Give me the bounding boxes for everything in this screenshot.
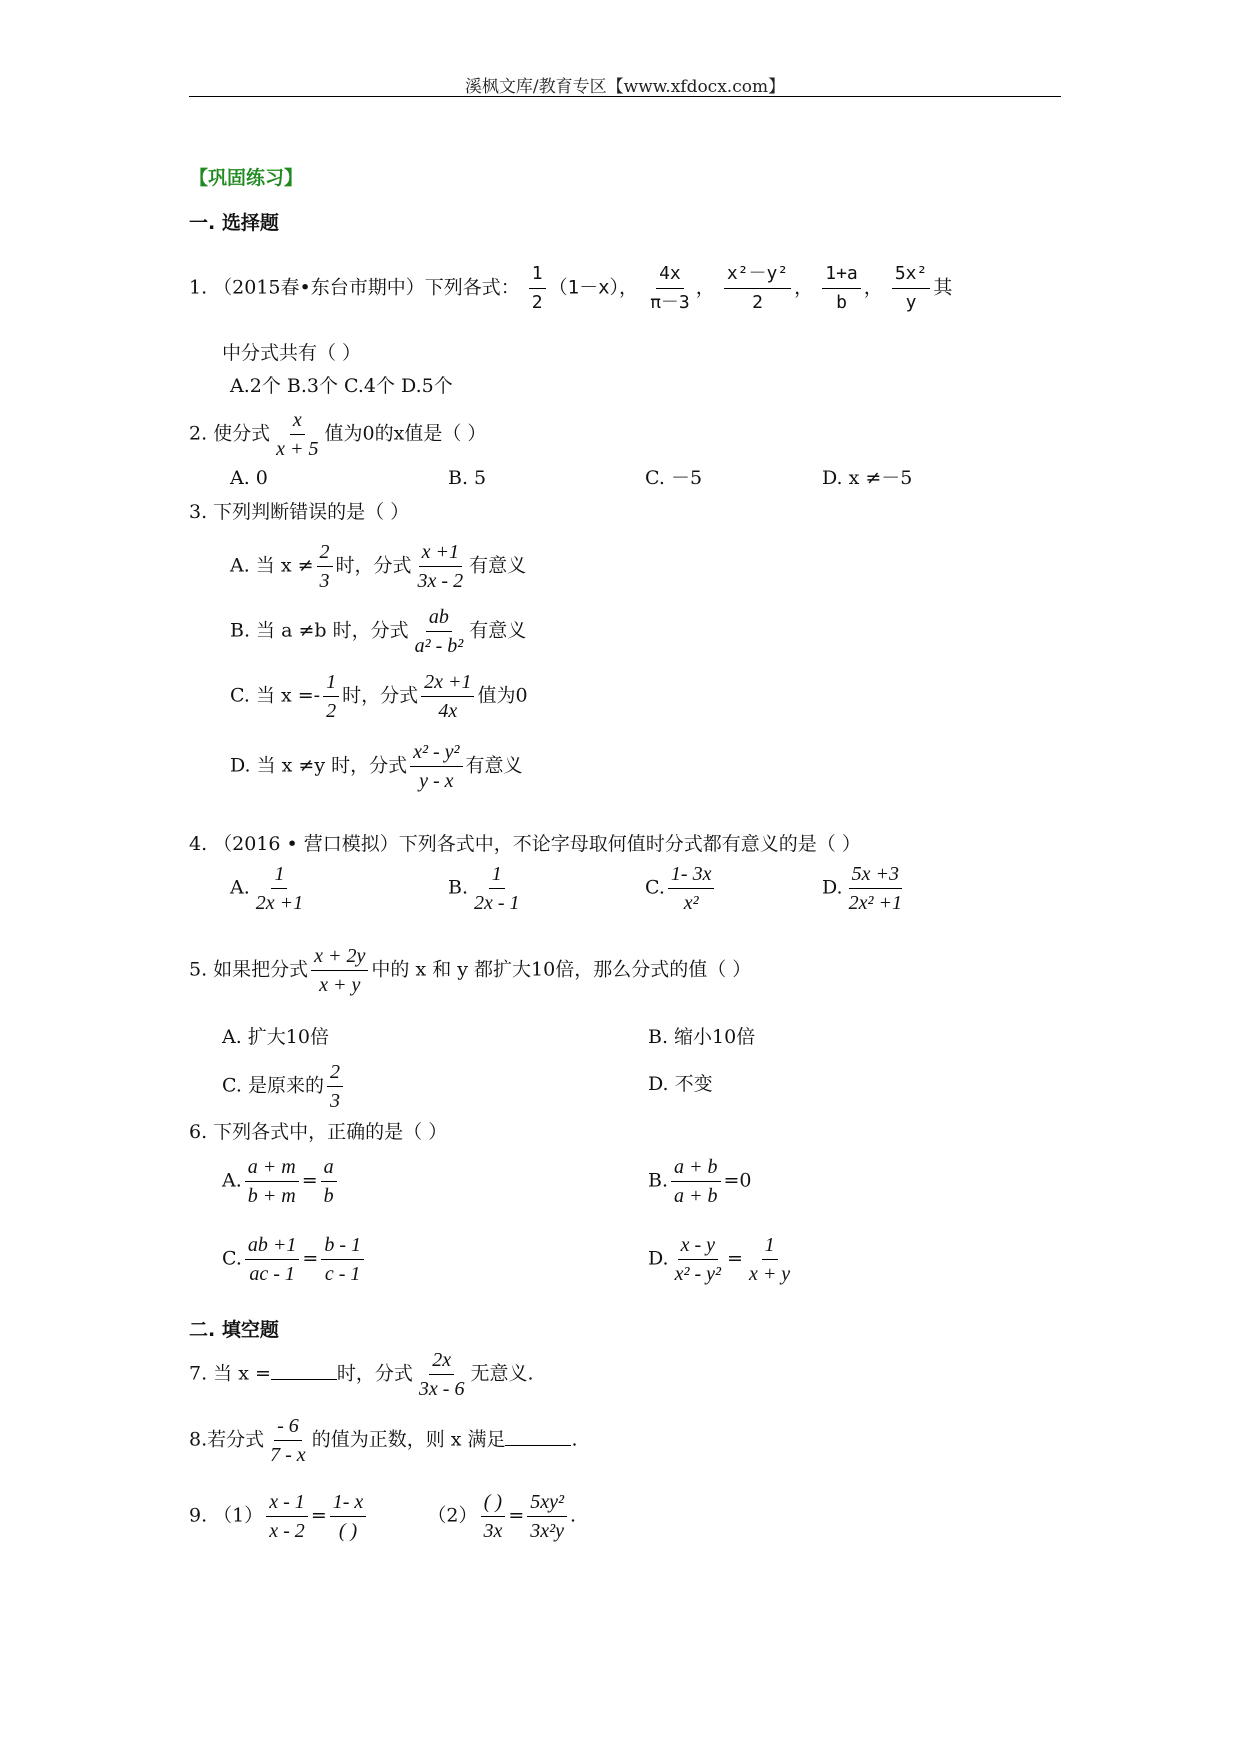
q9-frac-3 xyxy=(480,1490,505,1543)
q2-lead: 2. 使分式 xyxy=(189,422,271,445)
q4-option-c xyxy=(645,862,717,915)
q1-tail: 其 xyxy=(933,276,953,299)
q7-fraction xyxy=(416,1348,468,1401)
q5c-pre: C. 是原来的 xyxy=(222,1074,324,1097)
q6d-n1: x - y xyxy=(678,1233,718,1260)
q5-option-d: D. 不变 xyxy=(648,1073,713,1095)
q1-fraction-4 xyxy=(822,262,861,315)
q1-fraction-2 xyxy=(647,262,693,315)
q6a-equals: = xyxy=(301,1169,318,1192)
q1-f2-num: 4x xyxy=(656,262,684,289)
q7-num: 2x xyxy=(429,1348,454,1375)
q6a-n2: a xyxy=(321,1155,337,1182)
q8-lead: 8.若分式 xyxy=(189,1428,265,1451)
q5-tail: 中的 x 和 y 都扩大10倍，那么分式的值（ ） xyxy=(371,958,752,981)
q3c-d1: 2 xyxy=(326,700,337,722)
q3-option-d xyxy=(230,740,523,793)
q5-option-b: B. 缩小10倍 xyxy=(648,1026,756,1048)
q8-tail: 的值为正数，则 x 满足 xyxy=(311,1428,506,1451)
q6-option-d xyxy=(648,1233,796,1286)
q4d-label: D. xyxy=(822,876,843,899)
q6c-n2: b - 1 xyxy=(321,1233,364,1260)
q1-lead: 1. （2015春•东台市期中）下列各式： xyxy=(189,276,520,299)
q6c-n1: ab +1 xyxy=(245,1233,300,1260)
q3a-frac-2 xyxy=(415,540,467,593)
q6-option-a xyxy=(222,1155,340,1208)
q3a-mid: 时，分式 xyxy=(335,554,412,577)
q3a-n1: 2 xyxy=(317,540,333,567)
q1-comma-3: ， xyxy=(794,276,814,299)
q1-options: A.2个 B.3个 C.4个 D.5个 xyxy=(230,375,453,397)
q3c-frac-1 xyxy=(323,670,339,723)
q6a-n1: a + m xyxy=(245,1155,299,1182)
q3b-n: ab xyxy=(426,605,452,632)
q9-mid: （2） xyxy=(427,1504,478,1527)
question-7 xyxy=(189,1348,534,1401)
q4a-frac xyxy=(253,862,306,915)
section-title-choice: 一. 选择题 xyxy=(189,212,279,234)
q6c-frac-2 xyxy=(321,1233,364,1286)
q9-equals-2: = xyxy=(508,1504,525,1527)
question-8 xyxy=(189,1414,578,1467)
q9-end: . xyxy=(570,1504,577,1527)
q4d-n: 5x +3 xyxy=(849,862,902,889)
q9-frac-1 xyxy=(266,1490,308,1543)
q7-lead: 7. 当 x = xyxy=(189,1362,271,1385)
q6d-label: D. xyxy=(648,1247,669,1270)
q3a-d1: 3 xyxy=(319,570,330,592)
q2-option-a: A. 0 xyxy=(230,467,268,489)
q6a-d1: b + m xyxy=(247,1185,296,1207)
q9-n4: 5xy² xyxy=(527,1490,567,1517)
q9-d1: x - 2 xyxy=(269,1520,305,1542)
q3d-tail: 有意义 xyxy=(465,754,523,777)
q2-fraction xyxy=(273,408,321,461)
q1-fraction-1 xyxy=(529,262,546,315)
q9-n1: x - 1 xyxy=(266,1490,308,1517)
question-2 xyxy=(189,408,486,461)
q6a-frac-2 xyxy=(321,1155,337,1208)
q6c-equals: = xyxy=(302,1247,319,1270)
q3a-pre: A. 当 x ≠ xyxy=(230,554,314,577)
q1-f1-tail: （1－x）， xyxy=(548,276,639,299)
page-header: 溪枫文库/教育专区【www.xfdocx.com】 xyxy=(464,77,786,97)
q3c-mid: 时，分式 xyxy=(342,684,419,707)
q3d-d: y - x xyxy=(419,770,454,792)
question-6: 6. 下列各式中，正确的是（ ） xyxy=(189,1121,448,1143)
q3a-tail: 有意义 xyxy=(469,554,527,577)
q8-num: - 6 xyxy=(274,1414,302,1441)
q9-n2: 1- x xyxy=(330,1490,367,1517)
q3-option-b xyxy=(230,605,526,658)
q7-answer-blank[interactable] xyxy=(271,1361,337,1380)
q1-fraction-5 xyxy=(892,262,931,315)
q5-num: x + 2y xyxy=(311,944,368,971)
q6b-n: a + b xyxy=(671,1155,721,1182)
q4b-label: B. xyxy=(448,876,469,899)
q3-option-a xyxy=(230,540,526,593)
q5-fraction xyxy=(311,944,368,997)
q3d-n: x² - y² xyxy=(410,740,462,767)
q3c-frac-2 xyxy=(421,670,474,723)
q8-answer-blank[interactable] xyxy=(505,1427,571,1446)
q5-den: x + y xyxy=(319,974,361,996)
q4-option-d xyxy=(822,862,908,915)
q6c-d2: c - 1 xyxy=(324,1263,361,1285)
q3a-frac-1 xyxy=(317,540,333,593)
q4d-frac xyxy=(846,862,905,915)
question-3: 3. 下列判断错误的是（ ） xyxy=(189,501,410,523)
q1-comma-2: ， xyxy=(695,276,715,299)
q4d-d: 2x² +1 xyxy=(848,892,902,914)
q6d-d1: x² - y² xyxy=(674,1263,722,1285)
q4c-frac xyxy=(668,862,715,915)
q5-option-a: A. 扩大10倍 xyxy=(222,1026,329,1048)
q2-den: x + 5 xyxy=(276,438,319,460)
q1-fraction-3 xyxy=(724,262,791,315)
q6c-frac-1 xyxy=(245,1233,300,1286)
section-title-fill: 二. 填空题 xyxy=(189,1319,279,1341)
q4b-n: 1 xyxy=(489,862,505,889)
question-4: 4. （2016 • 营口模拟）下列各式中，不论字母取何值时分式都有意义的是（ ） xyxy=(189,833,861,855)
practice-title: 【巩固练习】 xyxy=(189,167,304,189)
q8-fraction xyxy=(267,1414,309,1467)
q8-den: 7 - x xyxy=(270,1444,306,1466)
q4b-frac xyxy=(471,862,523,915)
q1-line-2: 中分式共有（ ） xyxy=(222,342,362,364)
q6b-rhs: =0 xyxy=(723,1169,752,1192)
q9-d4: 3x²y xyxy=(530,1520,565,1542)
q4a-label: A. xyxy=(230,876,250,899)
q4c-label: C. xyxy=(645,876,665,899)
q6d-d2: x + y xyxy=(748,1263,791,1285)
q6c-label: C. xyxy=(222,1247,242,1270)
q9-equals-1: = xyxy=(310,1504,327,1527)
q5c-n: 2 xyxy=(327,1060,343,1087)
q9-d2[interactable]: ( ) xyxy=(338,1520,358,1542)
q1-f2-den: π－3 xyxy=(650,292,690,313)
q9-frac-2 xyxy=(330,1490,367,1543)
q2-option-d: D. x ≠－5 xyxy=(822,467,913,489)
q3d-pre: D. 当 x ≠y 时，分式 xyxy=(230,754,408,777)
q3b-tail: 有意义 xyxy=(469,619,527,642)
q3c-n2: 2x +1 xyxy=(421,670,474,697)
q1-f5-num: 5x² xyxy=(892,262,931,289)
q6-option-c xyxy=(222,1233,367,1286)
q4c-d: x² xyxy=(683,892,699,914)
q5c-d: 3 xyxy=(329,1090,340,1112)
q6b-d: a + b xyxy=(674,1185,718,1207)
q2-num: x xyxy=(290,408,305,435)
q4-option-a xyxy=(230,862,309,915)
q6a-frac-1 xyxy=(245,1155,299,1208)
q6d-equals: = xyxy=(727,1247,743,1270)
q6d-frac-1 xyxy=(672,1233,724,1286)
q1-f1-num: 1 xyxy=(529,262,546,289)
q5c-frac xyxy=(327,1060,343,1113)
q4a-n: 1 xyxy=(271,862,287,889)
q9-lead: 9. （1） xyxy=(189,1504,264,1527)
q6d-frac-2 xyxy=(746,1233,793,1286)
q5-lead: 5. 如果把分式 xyxy=(189,958,309,981)
question-9 xyxy=(189,1490,576,1543)
q3c-tail: 值为0 xyxy=(477,684,528,707)
q4b-d: 2x - 1 xyxy=(474,892,520,914)
q1-comma-4: ， xyxy=(863,276,883,299)
q3b-pre: B. 当 a ≠b 时，分式 xyxy=(230,619,409,642)
q9-n3[interactable]: ( ) xyxy=(481,1490,505,1517)
q6c-d1: ac - 1 xyxy=(249,1263,295,1285)
q3b-d: a² - b² xyxy=(414,635,464,657)
q3a-n2: x +1 xyxy=(419,540,462,567)
q1-f4-den: b xyxy=(836,292,847,313)
q2-option-c: C. －5 xyxy=(645,467,703,489)
q4a-d: 2x +1 xyxy=(255,892,304,914)
q6d-n2: 1 xyxy=(762,1233,778,1260)
q2-option-b: B. 5 xyxy=(448,467,487,489)
q6a-label: A. xyxy=(222,1169,242,1192)
q1-f5-den: y xyxy=(905,292,917,313)
q9-frac-4 xyxy=(527,1490,567,1543)
q9-d3: 3x xyxy=(483,1520,503,1542)
q6-option-b xyxy=(648,1155,752,1208)
q3c-pre: C. 当 x =- xyxy=(230,684,321,707)
q7-tail: 无意义. xyxy=(470,1362,534,1385)
q1-f4-num: 1+a xyxy=(822,262,861,289)
q3a-d2: 3x - 2 xyxy=(417,570,464,592)
q1-f3-den: 2 xyxy=(752,292,763,313)
q6b-frac xyxy=(671,1155,721,1208)
q7-den: 3x - 6 xyxy=(418,1378,465,1400)
question-5 xyxy=(189,944,751,997)
q7-mid: 时，分式 xyxy=(336,1362,413,1385)
q8-end: . xyxy=(571,1428,578,1451)
q3d-frac xyxy=(410,740,462,793)
q4c-n: 1- 3x xyxy=(668,862,715,889)
q3b-frac xyxy=(412,605,467,658)
q3c-n1: 1 xyxy=(323,670,339,697)
q6a-d2: b xyxy=(323,1185,334,1207)
question-1 xyxy=(189,262,952,315)
q6b-label: B. xyxy=(648,1169,669,1192)
q3-option-c xyxy=(230,670,528,723)
q3c-d2: 4x xyxy=(438,700,458,722)
q2-tail: 值为0的x值是（ ） xyxy=(324,422,487,445)
header-rule xyxy=(189,96,1061,97)
q5-option-c xyxy=(222,1060,346,1113)
q1-f1-den: 2 xyxy=(531,292,543,313)
q4-option-b xyxy=(448,862,526,915)
q1-f3-num: x²－y² xyxy=(724,262,791,289)
